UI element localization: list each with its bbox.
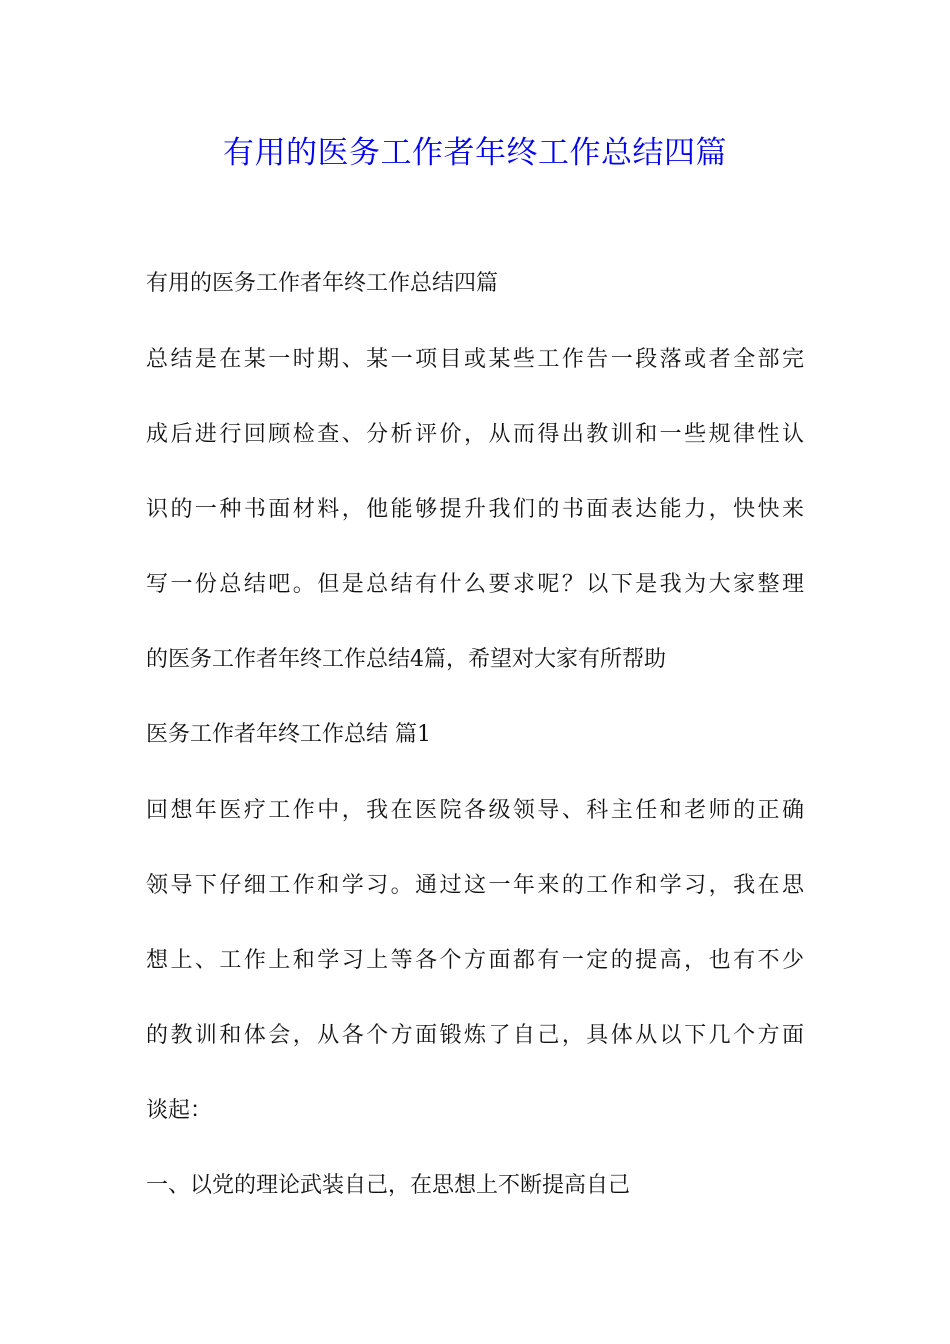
text-line: 总结是在某一时期、某一项目或某些工作告一段落或者全部完 bbox=[146, 347, 804, 372]
section-heading: 一、以党的理论武装自己，在思想上不断提高自己 bbox=[146, 1173, 631, 1198]
text-line: 领导下仔细工作和学习。通过这一年来的工作和学习，我在思 bbox=[146, 873, 804, 898]
text-line: 的医务工作者年终工作总结4篇，希望对大家有所帮助 bbox=[146, 647, 666, 672]
text-line: 识的一种书面材料，他能够提升我们的书面表达能力，快快来 bbox=[146, 497, 804, 522]
text-line: 的教训和体会，从各个方面锻炼了自己，具体从以下几个方面 bbox=[146, 1023, 804, 1048]
document-title: 有用的医务工作者年终工作总结四篇 bbox=[223, 135, 727, 171]
text-line: 写一份总结吧。但是总结有什么要求呢？以下是我为大家整理 bbox=[146, 572, 804, 597]
text-line: 谈起： bbox=[146, 1098, 213, 1123]
subtitle-line: 有用的医务工作者年终工作总结四篇 bbox=[146, 271, 499, 296]
text-line: 成后进行回顾检查、分析评价，从而得出教训和一些规律性认 bbox=[146, 422, 804, 447]
text-line: 想上、工作上和学习上等各个方面都有一定的提高，也有不少 bbox=[146, 948, 804, 973]
text-line: 回想年医疗工作中，我在医院各级领导、科主任和老师的正确 bbox=[146, 798, 804, 823]
section-heading: 医务工作者年终工作总结 篇1 bbox=[146, 722, 431, 747]
